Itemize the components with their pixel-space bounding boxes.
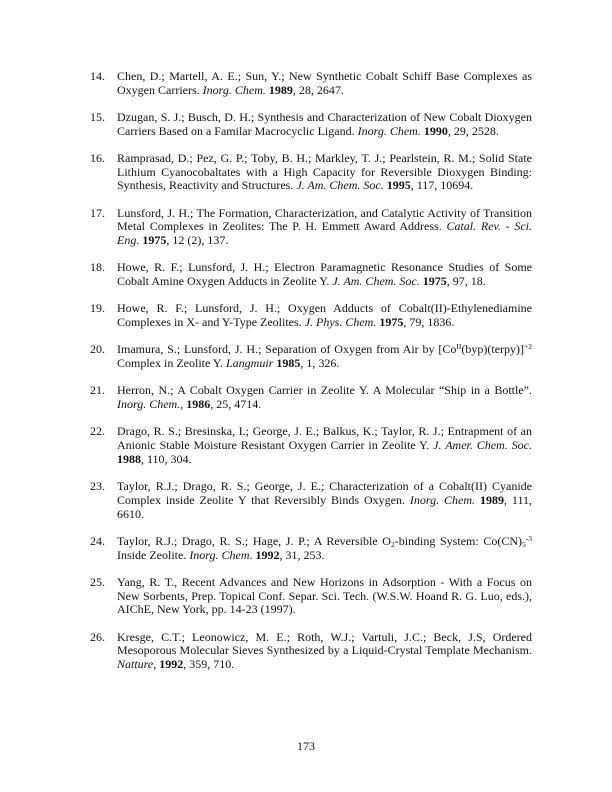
reference-number: 21. bbox=[90, 383, 105, 398]
reference-text: Ramprasad, D.; Pez, G. P.; Toby, B. H.; Markley, T. J.; Pearlstein, R. M.; Solid State Lithium Cyanocobaltates with a High Capacity for Reversible Dioxygen Binding: Synthesis, Reactivity and Structures. J. Am. Chem. Soc. 1995, 117, 10694. bbox=[117, 151, 532, 193]
reference-text: Howe, R. F.; Lunsford, J. H.; Oxygen Adducts of Cobalt(II)-Ethylenediamine Complexes in X- and Y-Type Zeolites. J. Phys. Chem. 1975, 79, 1836. bbox=[117, 301, 532, 330]
reference-text: Lunsford, J. H.; The Formation, Characterization, and Catalytic Activity of Transition Metal Complexes in Zeolites: The P. H. Emmett Award Address. Catal. Rev. - Sci. Eng. 1975, 12 (2), 137. bbox=[117, 205, 532, 248]
reference-text: Imamura, S.; Lunsford, J. H.; Separation of Oxygen from Air by $[Co^{II}(byp)(terpy)]^{+2}$ Complex in Zeolite Y. Langmuir 1985, 1, 326. bbox=[117, 342, 532, 371]
reference-number: 17. bbox=[90, 205, 105, 220]
reference-entry bbox=[90, 302, 532, 329]
reference-number: 26. bbox=[90, 629, 105, 644]
reference-text: Howe, R. F.; Lunsford, J. H.; Electron Paramagnetic Resonance Studies of Some Cobalt Amine Oxygen Adducts in Zeolite Y. J. Am. Chem. Soc. 1975, 97, 18. bbox=[117, 260, 532, 289]
reference-entry bbox=[90, 480, 532, 521]
reference-text: Kresge, C.T.; Leonowicz, M. E.; Roth, W.J.; Vartuli, J.C.; Beck, J.S, Ordered Mesoporous Molecular Sieves Synthesized by a Liquid-Crystal Template Mechanism. Natture, 1992, 359, 710. bbox=[117, 629, 532, 671]
reference-text: Taylor, R.J.; Drago, R. S.; Hage, J. P.; A Reversible $O_2$-binding System: $Co(CN)_5^{-3}$ Inside Zeolite. Inorg. Chem. 1992, 31, 253. bbox=[117, 533, 532, 562]
reference-entry bbox=[90, 111, 532, 138]
reference-text: Chen, D.; Martell, A. E.; Sun, Y.; New Synthetic Cobalt Schiff Base Complexes as Oxygen Carriers. Inorg. Chem. 1989, 28, 2647. bbox=[117, 69, 532, 97]
reference-entry bbox=[90, 207, 532, 248]
reference-number: 14. bbox=[90, 69, 105, 83]
reference-text: Taylor, R.J.; Drago, R. S.; George, J. E.; Characterization of a Cobalt(II) Cyanide Complex inside Zeolite Y that Reversibly Binds Oxygen. Inorg. Chem. 1989, 111, 6610. bbox=[117, 479, 533, 521]
reference-entry bbox=[90, 261, 532, 288]
reference-entry bbox=[90, 535, 532, 562]
reference-number: 22. bbox=[90, 424, 105, 439]
page-number: 173 bbox=[297, 739, 315, 753]
reference-number: 20. bbox=[90, 342, 105, 357]
reference-number: 24. bbox=[90, 533, 105, 548]
reference-entry bbox=[90, 425, 532, 466]
reference-entry bbox=[90, 70, 532, 97]
reference-entry bbox=[90, 343, 532, 370]
reference-number: 19. bbox=[90, 301, 105, 316]
reference-entry bbox=[90, 152, 532, 193]
reference-entry bbox=[90, 576, 532, 617]
reference-number: 23. bbox=[90, 479, 105, 494]
reference-text: Yang, R. T., Recent Advances and New Horizons in Adsorption - With a Focus on New Sorbents, Prep. Topical Conf. Separ. Sci. Tech. (W.S.W. Hoand R. G. Luo, eds.), AIChE, New York, pp. 14-23 (1997). bbox=[117, 574, 532, 617]
reference-text: Dzugan, S. J.; Busch, D. H.; Synthesis and Characterization of New Cobalt Dioxygen Carriers Based on a Familar Macrocyclic Ligand. Inorg. Chem. 1990, 29, 2528. bbox=[117, 110, 532, 138]
reference-number: 18. bbox=[90, 260, 105, 275]
reference-number: 15. bbox=[90, 110, 105, 124]
reference-entry bbox=[90, 631, 532, 672]
reference-number: 25. bbox=[90, 574, 105, 589]
reference-entry bbox=[90, 384, 532, 411]
reference-text: Drago, R. S.; Bresinska, I.; George, J. E.; Balkus, K.; Taylor, R. J.; Entrapment of an Anionic Stable Moisture Resistant Oxygen Carrier in Zeolite Y. J. Amer. Chem. Soc. 1988, 110, 304. bbox=[117, 424, 533, 466]
reference-number: 16. bbox=[90, 151, 105, 165]
reference-text: Herron, N.; A Cobalt Oxygen Carrier in Zeolite Y. A Molecular “Ship in a Bottle”. Inorg. Chem., 1986, 25, 4714. bbox=[117, 383, 532, 412]
reference-list bbox=[90, 70, 532, 685]
